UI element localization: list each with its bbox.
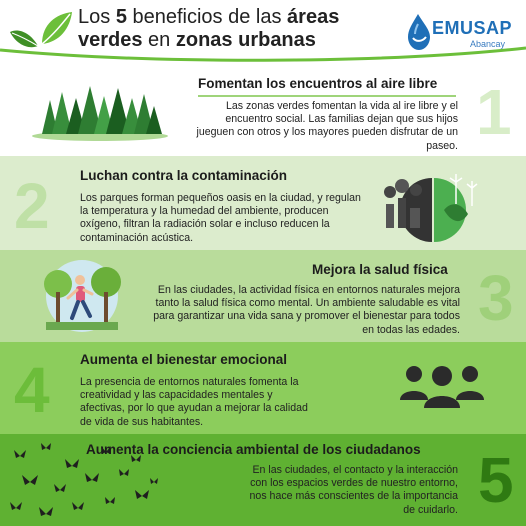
section-5-number: 5 <box>478 444 514 516</box>
logo-subtitle: Abancay <box>470 39 506 49</box>
section-5-heading: Aumenta la conciencia ambiental de los ciudadanos <box>86 442 421 457</box>
section-1-divider <box>198 95 456 97</box>
section-1 <box>0 66 526 156</box>
section-2 <box>0 156 526 250</box>
section-2-heading: Luchan contra la contaminación <box>80 168 288 183</box>
section-3 <box>0 250 526 342</box>
header-divider <box>0 44 526 66</box>
section-4-number: 4 <box>14 354 50 426</box>
section-1-text: Las zonas verdes fomentan la vida al ire libre y el encuentro social. Las familias dejan que sus hijos jueguen con otros y los mayores pueden disfrutar de un paseo. <box>196 100 458 152</box>
pine-forest-icon <box>30 78 170 142</box>
section-3-number: 3 <box>478 262 514 334</box>
logo-name: EMUSAP <box>432 18 513 38</box>
section-4 <box>0 342 526 434</box>
section-1-heading: Fomentan los encuentros al aire libre <box>198 76 438 91</box>
header <box>0 0 526 64</box>
section-3-heading: Mejora la salud física <box>312 262 448 277</box>
page-title: Los 5 beneficios de las áreas verdes en zonas urbanas <box>78 6 340 51</box>
polluted-vs-green-earth-icon <box>372 170 502 242</box>
section-1-number: 1 <box>476 76 512 148</box>
people-group-icon <box>396 360 488 410</box>
section-4-heading: Aumenta el bienestar emocional <box>80 352 288 367</box>
section-2-number: 2 <box>14 170 50 242</box>
section-2-text: Los parques forman pequeños oasis en la ciudad, y regulan la temperatura y la humedad del ambiente, producen oxígeno, filtran la radiación solar e incluso reducen la contaminación acústica. <box>80 192 361 244</box>
jogger-in-park-icon <box>34 256 130 334</box>
section-3-text: En las ciudades, la actividad física en entornos naturales mejora tanto la salud física como mental. Un ambiente saludable es vital para garantizar una vida sana y promover el bienestar para todos en todas las edades. <box>153 284 460 336</box>
section-5-text: En las ciudades, el contacto y la interacción con los espacios verdes de nuestro entorno, nos hace más conscientes de la importancia de cuidarlo. <box>249 464 458 516</box>
section-5 <box>0 434 526 526</box>
section-4-text: La presencia de entornos naturales fomenta la creatividad y las capacidades mentales y afectivas, por lo que ayudan a mejorar la calidad de vida de sus habitantes. <box>80 376 308 428</box>
